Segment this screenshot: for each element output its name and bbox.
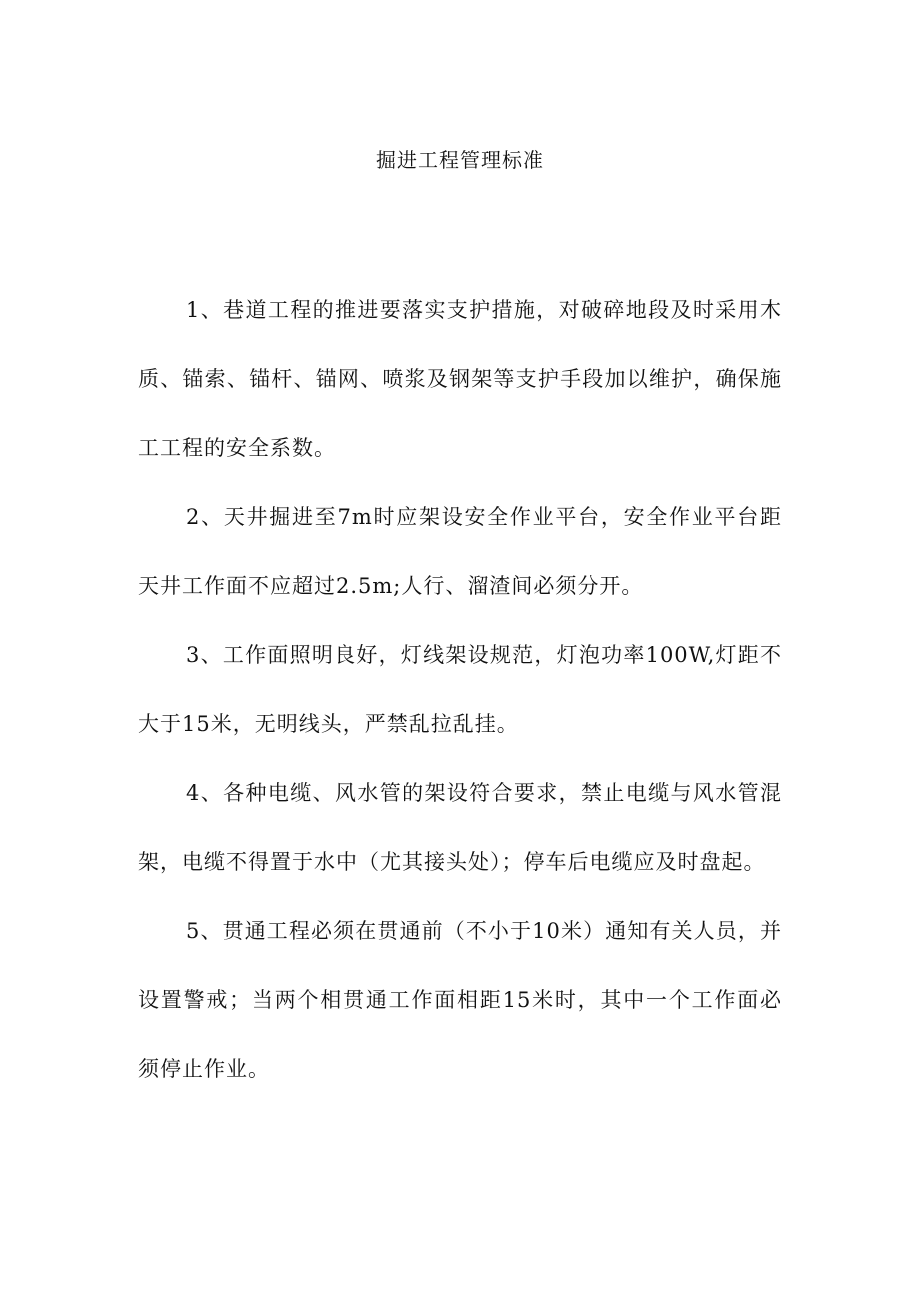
document-body [138,276,782,1104]
paragraph-1: 1、巷道工程的推进要落实支护措施，对破碎地段及时采用木质、锚索、锚杆、锚网、喷浆及钢架等支护手段加以维护，确保施工工程的安全系数。 [138,298,782,460]
page-title: 掘进工程管理标准 [376,148,544,172]
paragraph-3: 3、工作面照明良好，灯线架设规范，灯泡功率100W,灯距不大于15米，无明线头，严禁乱拉乱挂。 [138,643,782,736]
paragraph-2: 2、天井掘进至7m时应架设安全作业平台，安全作业平台距天井工作面不应超过2.5m;人行、溜渣间必须分开。 [138,505,782,598]
paragraph-4: 4、各种电缆、风水管的架设符合要求，禁止电缆与风水管混架，电缆不得置于水中（尤其接头处）；停车后电缆应及时盘起。 [138,781,782,874]
paragraph-5: 5、贯通工程必须在贯通前（不小于10米）通知有关人员，并设置警戒；当两个相贯通工作面相距15米时，其中一个工作面必须停止作业。 [138,919,782,1081]
